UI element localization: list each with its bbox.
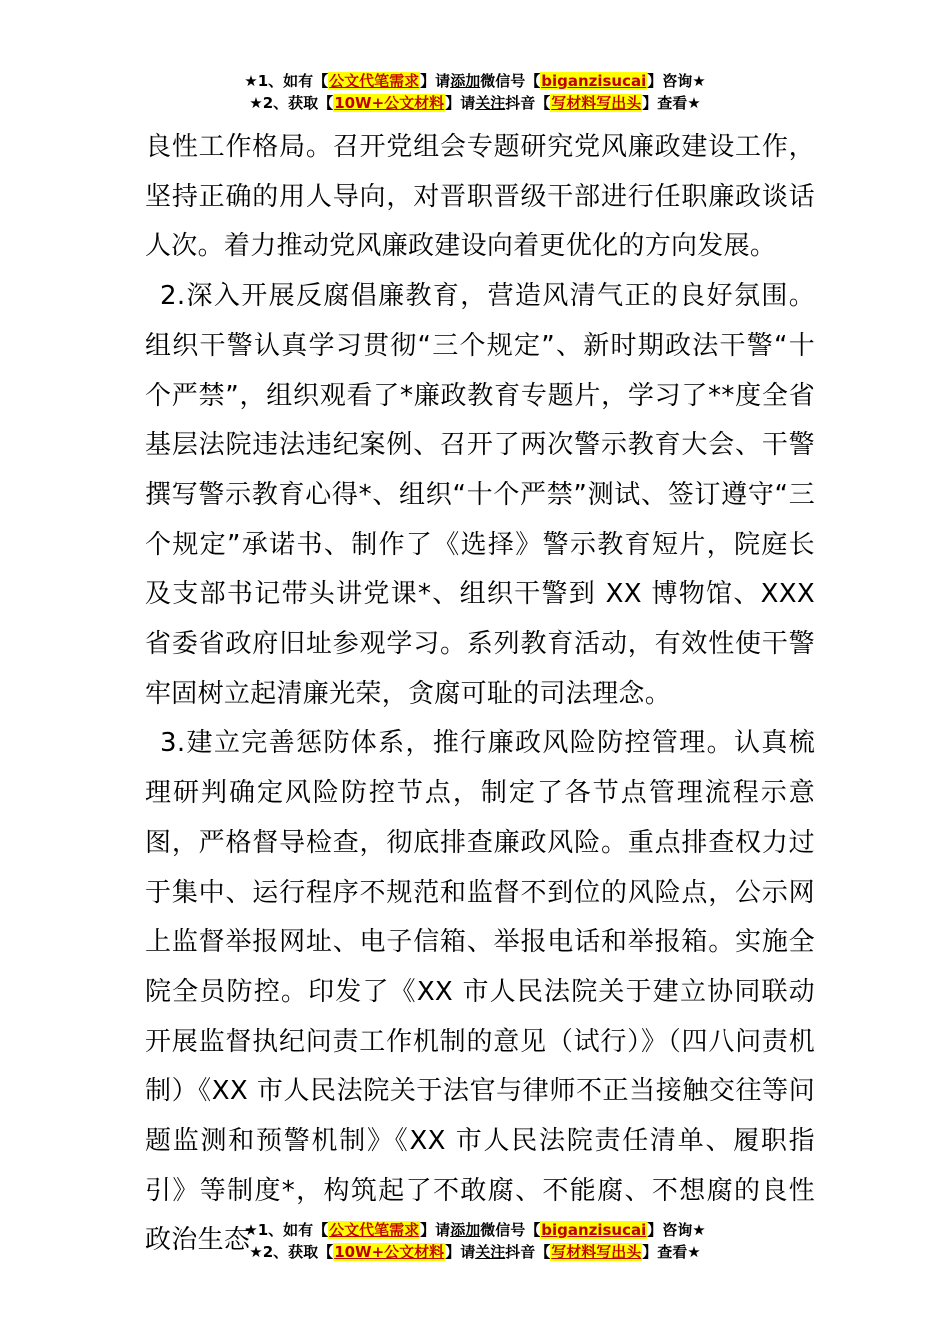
- paragraph-item-3: 3.建立完善惩防体系，推行廉政风险防控管理。认真梳理研判确定风险防控节点，制定了各节点管理流程示意图，严格督导检查，彻底排查廉政风险。重点排查权力过于集中、运行程序不规范和监督不到位的风险点，公示网上监督举报网址、电子信箱、举报电话和举报箱。实施全院全员防控。印发了《XX 市人民法院关于建立协同联动开展监督执纪问责工作机制的意见（试行）》（四八问责机制）《XX 市人民法院关于法官与律师不正当接触交往等问题监测和预警机制》《XX 市人民法院责任清单、履职指引》等制度*，构筑起了不敢腐、不能腐、不想腐的良性政治生态: [145, 728, 815, 1256]
- banner-text: 抖音【: [505, 94, 551, 112]
- banner-highlight-douyin-id: 写材料写出头: [551, 94, 642, 112]
- banner-text: ★2、获取【: [249, 1243, 334, 1261]
- document-body: [145, 123, 815, 1266]
- footer-banner-line-2: [0, 1241, 950, 1263]
- banner-text: ★2、获取【: [249, 94, 334, 112]
- banner-text: 】咨询★: [647, 1221, 706, 1239]
- header-banner-line-2: [0, 92, 950, 114]
- banner-underlined-text: 关注: [475, 1243, 506, 1261]
- banner-text: 】查看★: [642, 94, 701, 112]
- banner-text: 】请: [420, 1221, 451, 1239]
- banner-highlight-wechat-id: biganzisucai: [541, 1221, 647, 1239]
- banner-underlined-text: 关注: [475, 94, 506, 112]
- header-banner: [0, 70, 950, 114]
- banner-text: ★1、如有【: [244, 1221, 329, 1239]
- banner-text: 】查看★: [642, 1243, 701, 1261]
- banner-text: 】请: [420, 72, 451, 90]
- banner-text: 抖音【: [505, 1243, 551, 1261]
- banner-underlined-text: 添加: [450, 1221, 481, 1239]
- header-banner-line-1: [0, 70, 950, 92]
- banner-text: 】请: [445, 1243, 476, 1261]
- banner-underlined-text: 添加: [450, 72, 481, 90]
- paragraph-item-2: 2.深入开展反腐倡廉教育，营造风清气正的良好氛围。组织干警认真学习贯彻“三个规定”、新时期政法干警“十个严禁”，组织观看了*廉政教育专题片，学习了**度全省基层法院违法违纪案例、召开了两次警示教育大会、干警撰写警示教育心得*、组织“十个严禁”测试、签订遵守“三个规定”承诺书、制作了《选择》警示教育短片，院庭长及支部书记带头讲党课*、组织干警到 XX 博物馆、XXX 省委省政府旧址参观学习。系列教育活动，有效性使干警牢固树立起清廉光荣，贪腐可耻的司法理念。: [145, 281, 815, 709]
- banner-text: ★1、如有【: [244, 72, 329, 90]
- footer-banner-line-1: [0, 1219, 950, 1241]
- banner-text: 微信号【: [480, 72, 541, 90]
- paragraph-intro: 良性工作格局。召开党组会专题研究党风廉政建设工作，坚持正确的用人导向，对晋职晋级干部进行任职廉政谈话人次。着力推动党风廉政建设向着更优化的方向发展。: [145, 132, 815, 262]
- banner-text: 微信号【: [480, 1221, 541, 1239]
- banner-highlight-materials: 10W+公文材料: [334, 1243, 445, 1261]
- banner-highlight-wechat-id: biganzisucai: [541, 72, 647, 90]
- banner-highlight-service: 公文代笔需求: [329, 72, 420, 90]
- banner-highlight-douyin-id: 写材料写出头: [551, 1243, 642, 1261]
- banner-highlight-materials: 10W+公文材料: [334, 94, 445, 112]
- banner-text: 】请: [445, 94, 476, 112]
- banner-highlight-service: 公文代笔需求: [329, 1221, 420, 1239]
- banner-text: 】咨询★: [647, 72, 706, 90]
- footer-banner: [0, 1219, 950, 1263]
